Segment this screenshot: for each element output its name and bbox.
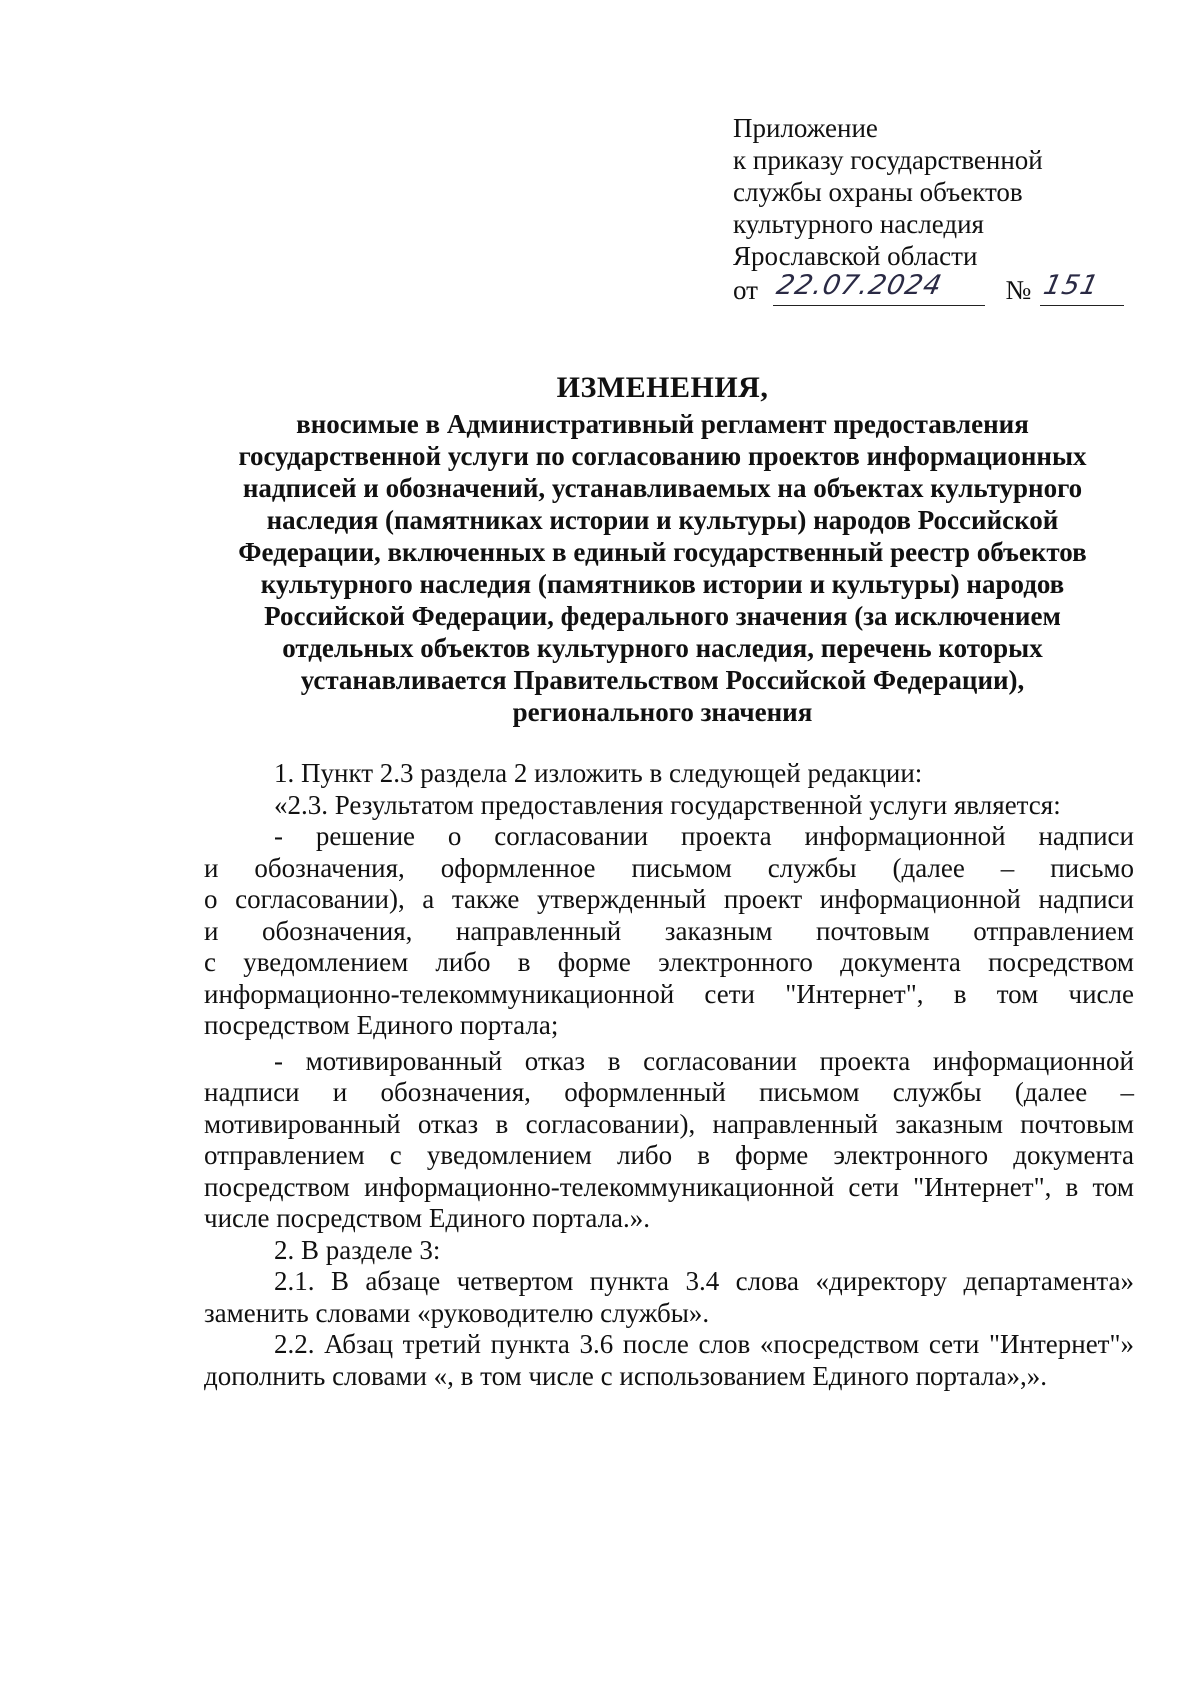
- body-line-18: заменить словами «руководителю службы».: [204, 1297, 710, 1328]
- body-line-13: отправлением с уведомлением либо в форме электронного документа: [204, 1140, 1134, 1170]
- body-line-17: 2.1. В абзаце четвертом пункта 3.4 слова «директору департамента»: [274, 1266, 1134, 1296]
- body-line-14: посредством информационно-телекоммуникационной сети "Интернет", в том: [204, 1171, 1134, 1202]
- body-line-10: - мотивированный отказ в согласовании проекта информационной: [274, 1045, 1134, 1076]
- body-line-20: дополнить словами «, в том числе с использованием Единого портала»,».: [204, 1360, 1047, 1391]
- title-line-5: Федерации, включенных в единый государственный реестр объектов: [238, 537, 1087, 567]
- body-line-16: 2. В разделе 3:: [274, 1234, 441, 1265]
- handwritten-date: 22.07.2024: [773, 270, 945, 301]
- title-line-10: регионального значения: [512, 697, 813, 727]
- annex-line-5: Ярославской области: [733, 241, 978, 271]
- title-line-8: отдельных объектов культурного наследия, перечень которых: [282, 633, 1043, 663]
- annex-line-4: культурного наследия: [733, 209, 984, 239]
- body-line-6: и обозначения, направленный заказным почтовым отправлением: [204, 915, 1134, 946]
- body-line-1: 1. Пункт 2.3 раздела 2 изложить в следующей редакции:: [274, 758, 923, 788]
- annex-line-2: к приказу государственной: [733, 145, 1043, 175]
- body-line-2: «2.3. Результатом предоставления государственной услуги является:: [274, 789, 1061, 820]
- body-line-5: о согласовании), а также утвержденный проект информационной надписи: [204, 884, 1134, 914]
- title-line-4: наследия (памятниках истории и культуры) народов Российской: [266, 505, 1059, 535]
- date-number-row: [733, 270, 1153, 310]
- number-field: [1040, 270, 1124, 306]
- title-line-2: государственной услуги по согласованию проектов информационных: [238, 441, 1087, 471]
- body-line-7: с уведомлением либо в форме электронного документа посредством: [204, 947, 1134, 977]
- document-title: [190, 370, 1135, 728]
- title-line-1: вносимые в Административный регламент предоставления: [296, 409, 1029, 439]
- annex-line-1: Приложение: [733, 113, 878, 143]
- body-line-12: мотивированный отказ в согласовании), направленный заказным почтовым: [204, 1108, 1134, 1139]
- body-line-3: - решение о согласовании проекта информационной надписи: [274, 821, 1134, 851]
- body-line-11: надписи и обозначения, оформленный письмом службы (далее –: [204, 1077, 1134, 1107]
- handwritten-number: 151: [1040, 270, 1102, 301]
- body-line-4: и обозначения, оформленное письмом службы (далее – письмо: [204, 852, 1134, 883]
- body-line-8: информационно-телекоммуникационной сети "Интернет", в том числе: [204, 978, 1134, 1009]
- title-line-9: устанавливается Правительством Российской Федерации),: [300, 665, 1025, 695]
- body-line-15: числе посредством Единого портала.».: [204, 1203, 651, 1233]
- number-sign: №: [1005, 275, 1032, 305]
- annex-line-3: службы охраны объектов: [733, 177, 1023, 207]
- date-field: [773, 270, 985, 306]
- document-body: [204, 758, 1134, 1392]
- body-line-9: посредством Единого портала;: [204, 1010, 559, 1040]
- annex-block: [733, 112, 1153, 310]
- title-heading: ИЗМЕНЕНИЯ,: [556, 371, 769, 404]
- title-line-3: надписей и обозначений, устанавливаемых на объектах культурного: [242, 473, 1083, 503]
- title-line-6: культурного наследия (памятников истории и культуры) народов: [260, 569, 1065, 599]
- date-prefix: от: [733, 275, 758, 305]
- body-line-19: 2.2. Абзац третий пункта 3.6 после слов «посредством сети "Интернет"»: [274, 1329, 1134, 1359]
- title-line-7: Российской Федерации, федерального значения (за исключением: [264, 601, 1061, 631]
